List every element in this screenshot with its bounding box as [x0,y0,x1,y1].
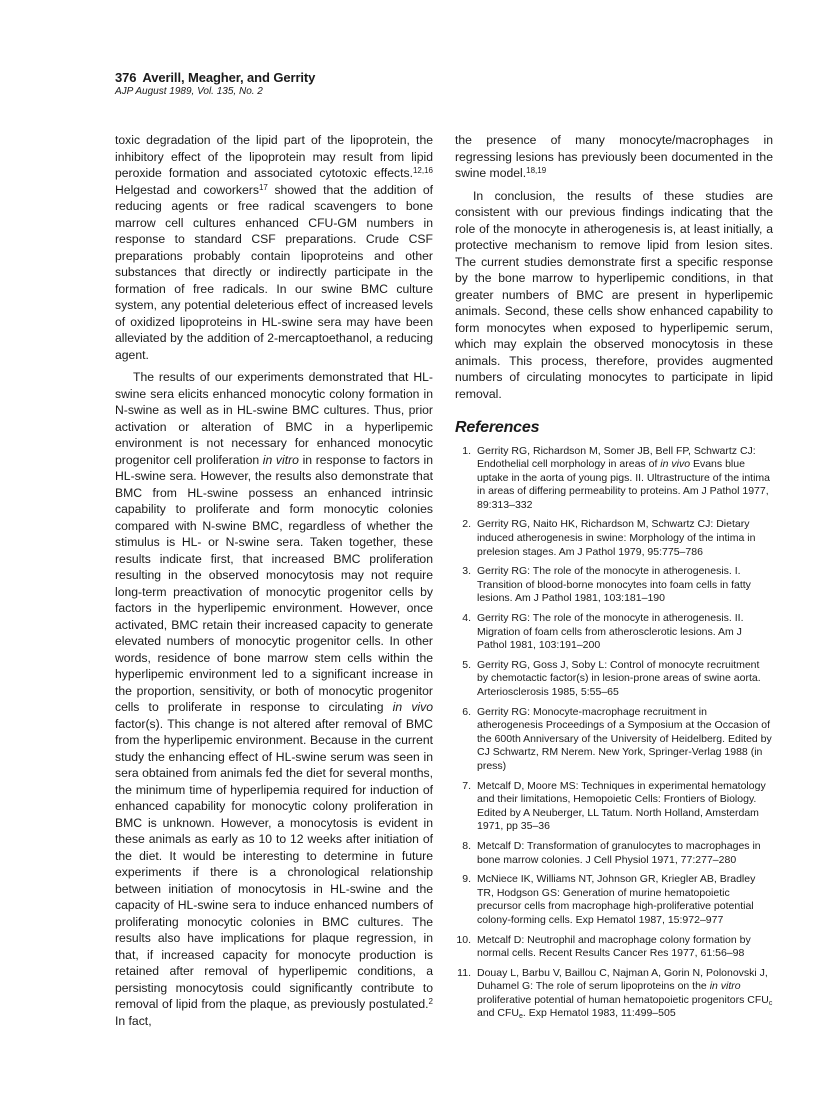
reference-item: 5. Gerrity RG, Goss J, Soby L: Control of monocyte recruitment by chemotactic factor(s) in lesion-prone areas of swine aorta. Arteriosclerosis 1985, 5:55–65 [462,658,761,698]
page-number: 376 [115,70,137,85]
right-column [455,132,773,1027]
reference-item: 8. Metcalf D: Transformation of granulocytes to macrophages in bone marrow colonies. J Cell Physiol 1971, 77:277–280 [462,839,761,866]
reference-item: 3. Gerrity RG: The role of the monocyte in atherogenesis. I. Transition of blood-borne monocytes into foam cells in fatty lesions. Am J Pathol 1981, 103:181–190 [462,565,751,605]
reference-item: 9. McNiece IK, Williams NT, Johnson GR, Kriegler AB, Bradley TR, Hodgson GS: Generation of murine hematopoietic precursor cells from macrophage high-proliferative potential colony-forming cells. Exp Hematol 1987, 15:972–977 [462,873,756,926]
reference-list [455,445,773,1022]
reference-item: 10. Metcalf D: Neutrophil and macrophage colony formation by normal cells. Recent Results Cancer Res 1977, 61:56–98 [456,933,751,960]
reference-item: 1. Gerrity RG, Richardson M, Somer JB, Bell FP, Schwartz CJ: Endothelial cell morphology in areas of in vivo Evans blue uptake in the aorta of young pigs. II. Ultrastructure of the intima in areas of differing permeability to proteins. Am J Pathol 1977, 89:313–332 [462,444,770,511]
paragraph: the presence of many monocyte/macrophages in regressing lesions has previously been documented in the swine model.$^{18,19}$ [455,133,773,180]
running-head [115,70,315,85]
paragraph: toxic degradation of the lipid part of the lipoprotein, the inhibitory effect of the lipoprotein may result from lipid peroxide formation and associated cytotoxic effects.$^{12,16}$ Helgestad and coworkers$^{17}$ showed that the addition of reducing agents or free radical scavengers to bone marrow cell cultures enhanced CFU-GM numbers in response to standard CSF preparations. Crude CSF preparations probably contain lipoproteins and other substances that directly or indirectly participate in the formation of free radicals. In our swine BMC culture system, any potential deleterious effect of increased levels of oxidized lipoproteins in HL-swine sera may have been alleviated by the addition of 2-mercaptoethanol, a reducing agent. [115,133,433,362]
running-head-authors: Averill, Meagher, and Gerrity [142,70,316,85]
paragraph: The results of our experiments demonstrated that HL-swine sera elicits enhanced monocytic colony formation in N-swine as well as in HL-swine BMC cultures. Thus, prior activation or alteration of BMC in a hyperlipemic environment is not necessary for enhanced monocytic progenitor cell proliferation in vitro in response to factors in HL-swine sera. However, the results also demonstrate that BMC from HL-swine possess an enhanced intrinsic capability to proliferate and form monocytic colonies compared with N-swine BMC, regardless of whether the stimulus is HL- or N-swine sera. Taken together, these results indicate first, that increased BMC proliferation resulting in the observed monocytosis may not require long-term preactivation of monocytic progenitor cells by factors in the hyperlipemic environment. However, once activated, BMC retain their increased capacity to generate elevated numbers of monocytic progenitor cells. In other words, residence of bone marrow stem cells within the hyperlipemic environment led to a significant increase in the proportion, sensitivity, or both of monocytic progenitor cells to proliferate in response to circulating in vivo factor(s). This change is not altered after removal of BMC from the hyperlipemic environment. Because in the current study the enhancing effect of HL-swine serum was seen in sera obtained from animals fed the diet for several months, the minimum time of hyperlipemia required for induction of enhanced capability for monocytic colony proliferation in BMC is unknown. However, a monocytosis is evident in these animals as early as 10 to 12 weeks after initiation of the diet. It would be interesting to determine in future experiments if there is a chronological relationship between initiation of monocytosis in HL-swine and the capacity of HL-swine sera to induce enhanced numbers of proliferating monocytic colonies in BMC cultures. The results also have implications for plaque regression, in that, if increased capacity for monocyte production is retained after removal of hyperlipemic conditions, a persisting monocytosis could significantly contribute to removal of lipid from the plaque, as previously postulated.$^2$ In fact, [115,370,433,1028]
references-heading: References [455,419,540,436]
left-column [115,132,433,1029]
reference-item: 6. Gerrity RG: Monocyte-macrophage recruitment in atherogenesis Proceedings of a Symposium at the Occasion of the 600th Anniversary of the University of Heidelberg. Edited by CJ Schwartz, RM Nerem. New York, Springer-Verlag 1988 (in press) [462,705,772,772]
reference-item: 2. Gerrity RG, Naito HK, Richardson M, Schwartz CJ: Dietary induced atherogenesis in swine: Morphology of the intima in prelesion stages. Am J Pathol 1979, 95:775–786 [462,518,756,558]
journal-citation: AJP August 1989, Vol. 135, No. 2 [115,86,263,97]
reference-item: 4. Gerrity RG: The role of the monocyte in atherogenesis. II. Migration of foam cells from atherosclerotic lesions. Am J Pathol 1981, 103:191–200 [462,612,744,652]
paragraph: In conclusion, the results of these studies are consistent with our previous findings indicating that the role of the monocyte in atherogenesis is, at least initially, a protective mechanism to remove lipid from lesion sites. The current studies demonstrate first a specific response by the bone marrow to hyperlipemic conditions, in that greater numbers of BMC are present in hyperlipemic animals. Second, these cells show enhanced capability to form monocytes when exposed to hyperlipemic serum, which may explain the observed monocytosis in these animals. This process, therefore, provides augmented numbers of circulating monocytes to participate in lipid removal. [455,188,773,401]
reference-item: 7. Metcalf D, Moore MS: Techniques in experimental hematology and their limitations, Hemopoietic Cells: Frontiers of Biology. Edited by A Neuberger, LL Tatum. North Holland, Amsterdam 1971, pp 35–36 [462,779,766,833]
page-header [115,70,315,97]
reference-item: 11. Douay L, Barbu V, Baillou C, Najman A, Gorin N, Polonovski J, Duhamel G: The role of serum lipoproteins on the in vitro proliferative potential of human hematopoietic progenitors $CFU_c$ and $CFU_e$. Exp Hematol 1983, 11:499–505 [457,966,773,1021]
